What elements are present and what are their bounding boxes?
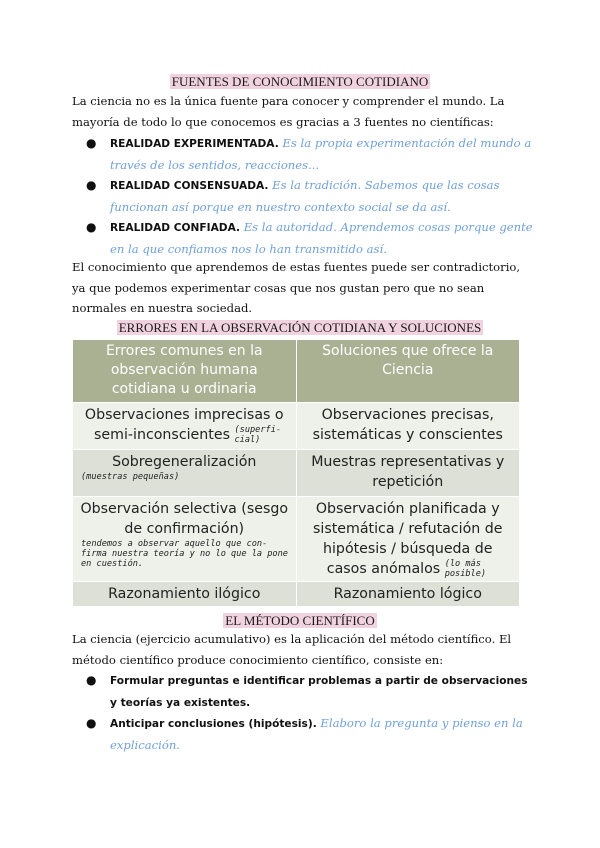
table-row [73, 582, 520, 607]
list-item: ● REALIDAD CONSENSUADA. Es la tradición. Sabemos que las cosas funcionan así porque en nuestro contexto social se da así. [86, 175, 536, 217]
list-item: ● REALIDAD CONFIADA. Es la autoridad. Aprendemos cosas porque gente en la que confiamos nos lo han transmitido así. [86, 217, 536, 259]
table-row [73, 497, 520, 582]
errors-table [72, 339, 520, 607]
table-row [73, 403, 520, 450]
error-cell: Sobregeneralización (muestras pequeñas) [73, 450, 297, 497]
table-header-errors: Errores comunes en la observación humana cotidiana u ordinaria [73, 340, 297, 403]
solution-cell: Muestras representativas y repetición [296, 450, 520, 497]
bullet-icon: ● [86, 716, 97, 730]
intro-paragraph: La ciencia no es la única fuente para conocer y comprender el mundo. La mayoría de todo lo que conocemos es gracias a 3 fuentes no científicas: [72, 94, 505, 129]
outro-paragraph: El conocimiento que aprendemos de estas fuentes puede ser contradictorio, ya que podemos experimentar cosas que nos gustan pero que no sean normales en nuestra sociedad. [72, 260, 521, 315]
handwritten-note: tendemos a observar aquello que con-firma nuestra teoría y no lo que la pone en cuestión. [81, 539, 288, 569]
error-cell: Razonamiento ilógico [73, 582, 297, 607]
solution-cell: Observaciones precisas, sistemáticas y conscientes [296, 403, 520, 450]
handwritten-note: (muestras pequeñas) [81, 472, 180, 482]
handwritten-note: (superfi-cial) [234, 425, 282, 445]
sources-list [86, 133, 536, 259]
error-cell: Observación selectiva (sesgo de confirmación) tendemos a observar aquello que con-firma nuestra teoría y no lo que la pone en cuestión. [73, 497, 297, 582]
solution-cell: Observación planificada y sistemática / refutación de hipótesis / búsqueda de casos anómalos (lo más posible) [296, 497, 520, 582]
section-title-errores: ERRORES EN LA OBSERVACIÓN COTIDIANA Y SOLUCIONES [118, 320, 482, 335]
table-header-solutions: Soluciones que ofrece la Ciencia [296, 340, 520, 403]
bullet-icon: ● [86, 178, 97, 192]
list-item: ● Anticipar conclusiones (hipótesis). Elaboro la pregunta y pienso en la explicación. [86, 713, 536, 755]
section-title-metodo: EL MÉTODO CIENTÍFICO [225, 613, 375, 628]
solution-cell: Razonamiento lógico [296, 582, 520, 607]
bullet-icon: ● [86, 220, 97, 234]
handwritten-note: (lo más posible) [444, 559, 487, 579]
section-title-fuentes: FUENTES DE CONOCIMIENTO COTIDIANO [171, 74, 429, 89]
bullet-icon: ● [86, 136, 97, 150]
list-item: ● REALIDAD EXPERIMENTADA. Es la propia experimentación del mundo a través de los sentidos, reacciones... [86, 133, 536, 175]
method-intro-paragraph: La ciencia (ejercicio acumulativo) es la aplicación del método científico. El método científico produce conocimiento científico, consiste en: [72, 632, 512, 667]
list-item: ● Formular preguntas e identificar problemas a partir de observaciones y teorías ya existentes. [86, 670, 536, 713]
error-cell: Observaciones imprecisas o semi-inconscientes (superfi-cial) [73, 403, 297, 450]
table-row [73, 450, 520, 497]
bullet-icon: ● [86, 673, 97, 687]
method-list [86, 670, 536, 755]
